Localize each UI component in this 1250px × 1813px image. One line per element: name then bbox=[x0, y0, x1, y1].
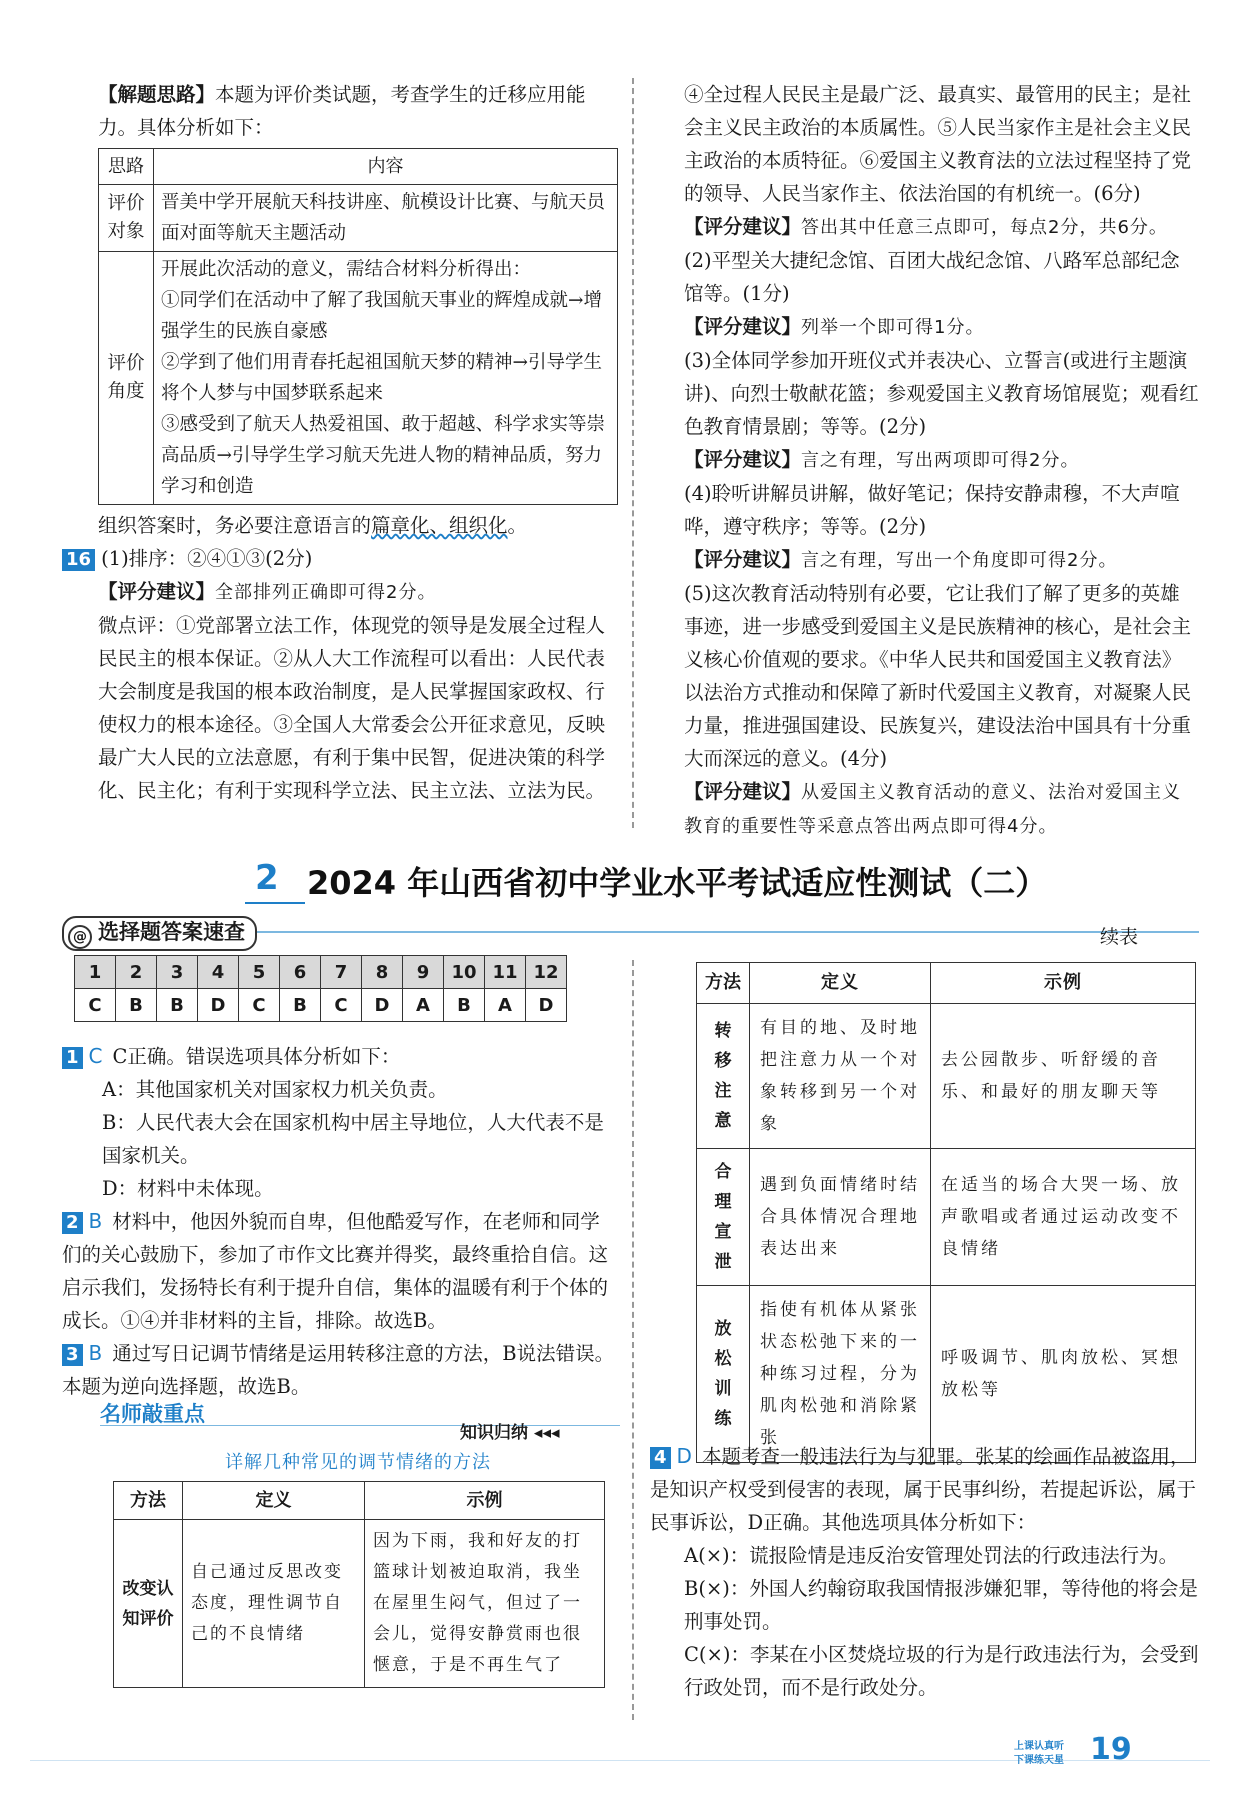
answer-letter: B bbox=[116, 989, 157, 1022]
section-number: 2 bbox=[255, 858, 279, 898]
para: (3)全体同学参加开班仪式并表决心、立誓言(或进行主题演讲)、向烈士敬献花篮；参观爱国主义教育场馆展览；观看红色教育情景剧；等等。(2分) bbox=[684, 349, 1199, 438]
answer-letter: B bbox=[157, 989, 198, 1022]
q4-option: C(×)：李某在小区焚烧垃圾的行为是行政违法行为，会受到行政处罚，而不是行政处分。 bbox=[684, 1643, 1199, 1699]
row-label-object: 评价对象 bbox=[99, 185, 154, 252]
header-example: 示例 bbox=[365, 1482, 605, 1520]
scoring-tip bbox=[684, 310, 1199, 344]
answer-number: 4 bbox=[198, 956, 239, 989]
tip-text: 言之有理，写出两项即可得2分。 bbox=[801, 450, 1080, 471]
para: ④全过程人民民主是最广泛、最真实、最管用的民主；是社会主义民主政治的本质属性。⑤人民当家作主是社会主义民主政治的本质特征。⑥爱国主义教育法的立法过程坚持了党的领导、人民当家作主、依法治国的有机统一。(6分) bbox=[684, 83, 1192, 205]
section-number-underline bbox=[245, 902, 305, 904]
answer-number: 2 bbox=[116, 956, 157, 989]
angle-line: ③感受到了航天人热爱祖国、敢于超越、科学求实等崇高品质→引导学生学习航天先进人物的精神品质，努力学习和创造 bbox=[161, 414, 606, 497]
top-left-column bbox=[66, 78, 618, 807]
q3-block bbox=[62, 1337, 618, 1403]
row-content-object: 晋美中学开展航天科技讲座、航模设计比赛、与航天员面对面等航天主题活动 bbox=[154, 185, 618, 252]
answer-letter-row bbox=[75, 989, 567, 1022]
tip-text: 答出其中任意三点即可，每点2分，共6分。 bbox=[801, 217, 1168, 238]
answer-key-table bbox=[74, 955, 567, 1022]
table-row bbox=[697, 1149, 1196, 1286]
header-example: 示例 bbox=[931, 963, 1196, 1004]
closing-suffix: 。 bbox=[507, 514, 528, 537]
answer-number: 5 bbox=[239, 956, 280, 989]
tip-tag: 【评分建议】 bbox=[684, 548, 802, 571]
question-number-badge: 4 bbox=[650, 1447, 671, 1469]
method-example: 在适当的场合大哭一场、放声歌唱或者通过运动改变不良情绪 bbox=[931, 1149, 1196, 1286]
tip-tag: 【评分建议】 bbox=[684, 780, 802, 803]
question-number-badge: 16 bbox=[62, 549, 95, 571]
intro-text: 本题为评价类试题，考查学生的迁移应用能力。具体分析如下： bbox=[98, 83, 586, 139]
method-name: 放松训练 bbox=[697, 1286, 750, 1463]
analysis-table bbox=[98, 148, 618, 505]
table-header-approach: 思路 bbox=[99, 149, 154, 185]
scoring-tip bbox=[684, 543, 1199, 577]
page-number: 19 bbox=[1090, 1732, 1132, 1767]
slogan-line: 下课练天星 bbox=[1014, 1755, 1064, 1766]
answer-number: 9 bbox=[403, 956, 444, 989]
answer-number: 3 bbox=[157, 956, 198, 989]
answer-letter: A bbox=[485, 989, 526, 1022]
top-right-column bbox=[684, 78, 1199, 843]
closing-note bbox=[98, 509, 618, 542]
quick-answer-label bbox=[62, 916, 257, 951]
answer-number: 10 bbox=[444, 956, 485, 989]
section-header bbox=[255, 858, 1055, 908]
method-name: 改变认知评价 bbox=[114, 1520, 183, 1688]
angle-line: 开展此次活动的意义，需结合材料分析得出： bbox=[161, 259, 532, 280]
table-header-content: 内容 bbox=[154, 149, 618, 185]
q16-comment: 微点评：①党部署立法工作，体现党的领导是发展全过程人民民主的根本保证。②从人大工作流程可以看出：人民代表大会制度是我国的根本政治制度，是人民掌握国家政权、行使权力的根本途径。③全国人大常委会公开征求意见，反映最广大人民的立法意愿，有利于集中民智，促进决策的科学化、民主化；有利于实现科学立法、民主立法、立法为民。 bbox=[98, 614, 606, 802]
scoring-tip bbox=[684, 443, 1199, 477]
intro-paragraph bbox=[98, 78, 618, 144]
para: (4)聆听讲解员讲解，做好笔记；保持安静肃穆，不大声喧哗，遵守秩序；等等。(2分) bbox=[684, 482, 1180, 538]
table-row bbox=[697, 1286, 1196, 1463]
q1-option: A：其他国家机关对国家权力机关负责。 bbox=[102, 1078, 448, 1101]
method-example: 去公园散步、听舒缓的音乐、和最好的朋友聊天等 bbox=[931, 1004, 1196, 1149]
header-method: 方法 bbox=[114, 1482, 183, 1520]
closing-prefix: 组织答案时，务必要注意语言的 bbox=[98, 514, 372, 537]
answer-number: 8 bbox=[362, 956, 403, 989]
question-number-badge: 2 bbox=[62, 1212, 83, 1234]
row-content-angle bbox=[154, 252, 618, 505]
continued-label: 续表 bbox=[1100, 926, 1139, 948]
q4-block bbox=[650, 1440, 1200, 1704]
question-number-badge: 1 bbox=[62, 1047, 83, 1069]
methods-table-title: 详解几种常见的调节情绪的方法 bbox=[225, 1452, 491, 1473]
q4-option: B(×)：外国人约翰窃取我国情报涉嫌犯罪，等待他的将会是刑事处罚。 bbox=[684, 1577, 1198, 1633]
method-example: 呼吸调节、肌肉放松、冥想放松等 bbox=[931, 1286, 1196, 1463]
footer-slogan bbox=[1014, 1740, 1064, 1768]
tip-tag: 【评分建议】 bbox=[684, 448, 802, 471]
answer-letter: B bbox=[280, 989, 321, 1022]
tip-text: 言之有理，写出一个角度即可得2分。 bbox=[801, 550, 1118, 571]
bottom-left-column bbox=[62, 1040, 618, 1403]
method-name: 合理宣泄 bbox=[697, 1149, 750, 1286]
q2-block bbox=[62, 1205, 618, 1337]
tip-tag: 【评分建议】 bbox=[684, 315, 802, 338]
method-definition: 自己通过反思改变态度，理性调节自己的不良情绪 bbox=[183, 1520, 365, 1688]
answer-letter: C bbox=[321, 989, 362, 1022]
emotion-methods-table bbox=[113, 1481, 605, 1688]
tip-tag: 【评分建议】 bbox=[684, 215, 802, 238]
table-row bbox=[697, 1004, 1196, 1149]
tip-tag: 【评分建议】 bbox=[98, 580, 216, 603]
section-title: 2024 年山西省初中学业水平考试适应性测试（二） bbox=[307, 864, 1048, 902]
angle-line: ①同学们在活动中了解了我国航天事业的辉煌成就→增强学生的民族自豪感 bbox=[161, 290, 603, 342]
row-label-angle: 评价角度 bbox=[99, 252, 154, 505]
closing-emphasis: 篇章化、组织化 bbox=[371, 514, 508, 537]
para: (2)平型关大捷纪念馆、百团大战纪念馆、八路军总部纪念馆等。(1分) bbox=[684, 249, 1180, 305]
intro-tag: 【解题思路】 bbox=[98, 83, 216, 106]
header-definition: 定义 bbox=[183, 1482, 365, 1520]
tip-text: 全部排列正确即可得2分。 bbox=[215, 582, 437, 603]
answer-letter: B bbox=[88, 1341, 103, 1365]
method-definition: 遇到负面情绪时结合具体情况合理地表达出来 bbox=[750, 1149, 931, 1286]
tip-text: 从爱国主义教育活动的意义、法治对爱国主义教育的重要性等采意点答出两点即可得4分。 bbox=[684, 782, 1182, 837]
answer-letter: C bbox=[88, 1044, 103, 1068]
q1-text: C正确。错误选项具体分析如下： bbox=[112, 1045, 401, 1068]
scoring-tip bbox=[684, 210, 1199, 244]
header-definition: 定义 bbox=[750, 963, 931, 1004]
method-definition: 指使有机体从紧张状态松弛下来的一种练习过程，分为肌肉松弛和消除紧张 bbox=[750, 1286, 931, 1463]
answer-number-row bbox=[75, 956, 567, 989]
answer-letter: D bbox=[526, 989, 567, 1022]
answer-letter: A bbox=[403, 989, 444, 1022]
knowledge-summary-label: 知识归纳 ◂◂◂ bbox=[460, 1423, 560, 1443]
q16-line bbox=[62, 542, 618, 575]
answer-letter: C bbox=[75, 989, 116, 1022]
q16-tip bbox=[98, 575, 618, 609]
q4-text: 本题考查一般违法行为与犯罪。张某的绘画作品被盗用，是知识产权受到侵害的表现，属于民事纠纷，若提起诉讼，属于民事诉讼，D正确。其他选项具体分析如下： bbox=[650, 1445, 1197, 1534]
header-method: 方法 bbox=[697, 963, 750, 1004]
teacher-highlight-label: 名师敲重点 bbox=[100, 1402, 205, 1426]
q1-block bbox=[62, 1040, 618, 1205]
answer-letter: D bbox=[362, 989, 403, 1022]
q4-option: A(×)：谎报险情是违反治安管理处罚法的行政违法行为。 bbox=[684, 1544, 1179, 1567]
answer-number: 12 bbox=[526, 956, 567, 989]
column-divider bbox=[632, 960, 634, 1720]
method-example: 因为下雨，我和好友的打篮球计划被迫取消，我坐在屋里生闷气，但过了一会儿，觉得安静赏雨也很惬意，于是不再生气了 bbox=[365, 1520, 605, 1688]
q3-text: 通过写日记调节情绪是运用转移注意的方法，B说法错误。本题为逆向选择题，故选B。 bbox=[62, 1342, 615, 1398]
answer-letter: B bbox=[88, 1209, 103, 1233]
answer-number: 7 bbox=[321, 956, 362, 989]
para: (5)这次教育活动特别有必要，它让我们了解了更多的英雄事迹，进一步感受到爱国主义是民族精神的核心，是社会主义核心价值观的要求。《中华人民共和国爱国主义教育法》以法治方式推动和保障了新时代爱国主义教育，对凝聚人民力量，推进强国建设、民族复兴，建设法治中国具有十分重大而深远的意义。(4分) bbox=[684, 582, 1192, 770]
emotion-methods-table-continued bbox=[696, 962, 1196, 1463]
tip-text: 列举一个即可得1分。 bbox=[801, 317, 985, 338]
q1-option: D：材料中未体现。 bbox=[102, 1177, 274, 1200]
answer-number: 6 bbox=[280, 956, 321, 989]
answer-letter: D bbox=[676, 1444, 692, 1468]
table-row bbox=[114, 1520, 605, 1688]
q16-answer: (1)排序：②④①③(2分) bbox=[101, 547, 313, 570]
quick-answer-text: 选择题答案速查 bbox=[98, 920, 245, 944]
method-name: 转移注意 bbox=[697, 1004, 750, 1149]
q2-text: 材料中，他因外貌而自卑，但他酷爱写作，在老师和同学们的关心鼓励下，参加了市作文比赛并得奖，最终重拾自信。这启示我们，发扬特长有利于提升自信，集体的温暖有利于个体的成长。①④并非材料的主旨，排除。故选B。 bbox=[62, 1210, 609, 1332]
column-divider bbox=[632, 78, 634, 828]
answer-number: 11 bbox=[485, 956, 526, 989]
page-number-badge bbox=[1014, 1732, 1194, 1778]
q1-option: B：人民代表大会在国家机构中居主导地位，人大代表不是国家机关。 bbox=[102, 1111, 604, 1167]
answer-letter: D bbox=[198, 989, 239, 1022]
answer-number: 1 bbox=[75, 956, 116, 989]
slogan-line: 上课认真听 bbox=[1014, 1741, 1064, 1752]
quick-answer-icon: @ bbox=[68, 925, 92, 949]
angle-line: ②学到了他们用青春托起祖国航天梦的精神→引导学生将个人梦与中国梦联系起来 bbox=[161, 352, 603, 404]
question-number-badge: 3 bbox=[62, 1344, 83, 1366]
answer-letter: C bbox=[239, 989, 280, 1022]
answer-letter: B bbox=[444, 989, 485, 1022]
method-definition: 有目的地、及时地把注意力从一个对象转移到另一个对象 bbox=[750, 1004, 931, 1149]
scoring-tip bbox=[684, 775, 1199, 843]
